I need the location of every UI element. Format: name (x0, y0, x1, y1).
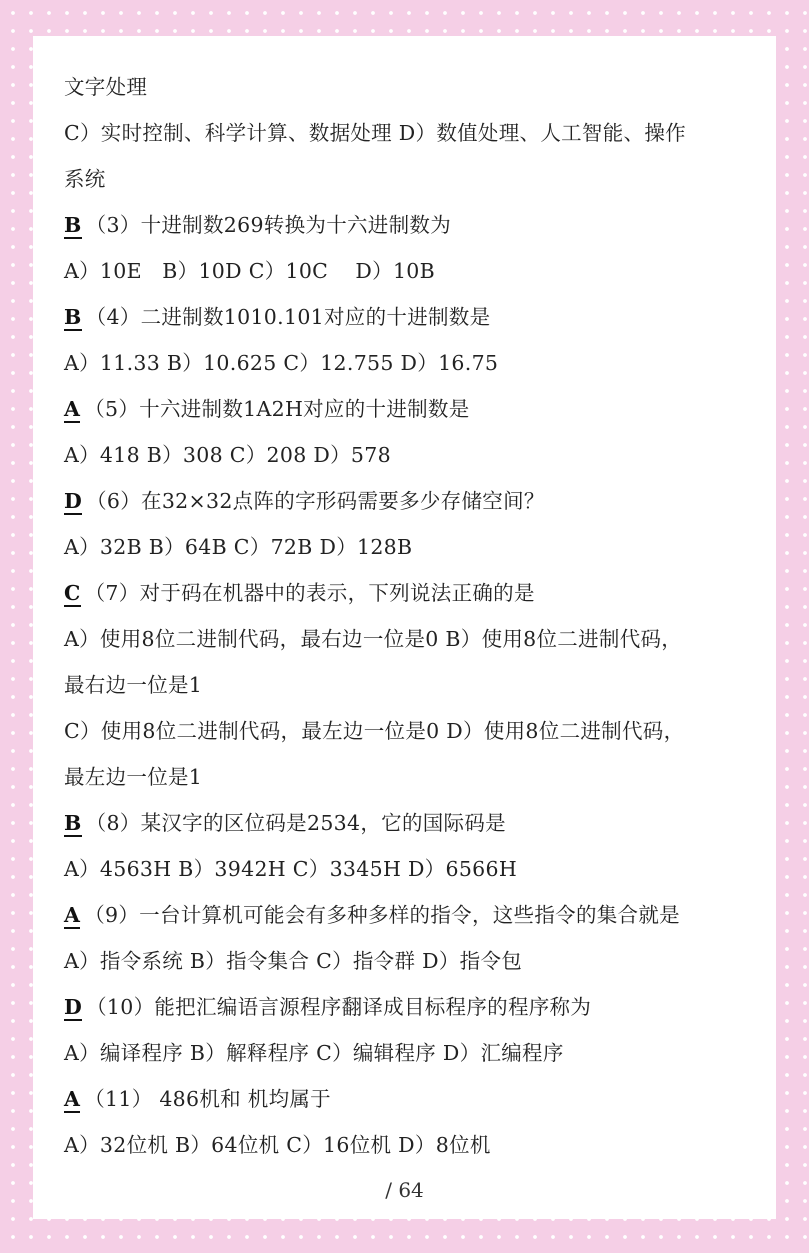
line-text: A）4563H B）3942H C）3345H D）6566H (64, 857, 518, 881)
answer-key: A (64, 397, 81, 421)
line-text: A）使用8位二进制代码，最右边一位是0 B）使用8位二进制代码， (64, 627, 683, 651)
text-line (64, 763, 202, 791)
answer-key: C (64, 581, 81, 605)
answer-key: D (64, 995, 83, 1019)
line-text: C）使用8位二进制代码，最左边一位是0 D）使用8位二进制代码， (64, 719, 685, 743)
question-line (64, 579, 535, 607)
text-line (64, 625, 682, 653)
text-line (64, 855, 517, 883)
line-text: A）32位机 B）64位机 C）16位机 D）8位机 (64, 1133, 491, 1157)
text-line (64, 349, 498, 377)
text-line (64, 1131, 491, 1159)
question-line (64, 1085, 331, 1113)
question-line (64, 395, 470, 423)
line-text: A）指令系统 B）指令集合 C）指令群 D）指令包 (64, 949, 523, 973)
line-text: （7）对于码在机器中的表示，下列说法正确的是 (84, 581, 535, 605)
line-text: （11） 486机和 机均属于 (84, 1087, 331, 1111)
line-text: 最左边一位是1 (64, 765, 203, 789)
answer-key: D (64, 489, 83, 513)
line-text: （8）某汉字的区位码是2534，它的国际码是 (85, 811, 506, 835)
line-text: （10）能把汇编语言源程序翻译成目标程序的程序称为 (86, 995, 592, 1019)
line-text: A）32B B）64B C）72B D）128B (64, 535, 413, 559)
text-line (64, 671, 202, 699)
question-line (64, 993, 591, 1021)
text-line (64, 1039, 564, 1067)
document-page (33, 36, 776, 1219)
line-text: 文字处理 (64, 75, 148, 99)
question-line (64, 487, 545, 515)
answer-key: B (64, 811, 82, 835)
text-line (64, 717, 684, 745)
line-text: A）418 B）308 C）208 D）578 (64, 443, 391, 467)
question-line (64, 303, 490, 331)
line-text: （9）一台计算机可能会有多种多样的指令，这些指令的集合就是 (84, 903, 680, 927)
line-text: （4）二进制数1010.101对应的十进制数是 (85, 305, 491, 329)
text-line (64, 533, 412, 561)
answer-key: B (64, 213, 82, 237)
text-line (64, 119, 686, 147)
answer-key: B (64, 305, 82, 329)
text-line (64, 73, 147, 101)
line-text: C）实时控制、科学计算、数据处理 D）数值处理、人工智能、操作 (64, 121, 686, 145)
question-line (64, 901, 680, 929)
line-text: A）10E B）10D C）10C D）10B (64, 259, 436, 283)
text-line (64, 257, 435, 285)
answer-key: A (64, 903, 81, 927)
question-line (64, 211, 451, 239)
question-line (64, 809, 506, 837)
line-text: A）编译程序 B）解释程序 C）编辑程序 D）汇编程序 (64, 1041, 564, 1065)
text-line (64, 165, 106, 193)
answer-key: A (64, 1087, 81, 1111)
line-text: （3）十进制数269转换为十六进制数为 (85, 213, 452, 237)
line-text: 最右边一位是1 (64, 673, 203, 697)
line-text: （6）在32×32点阵的字形码需要多少存储空间？ (86, 489, 545, 513)
line-text: （5）十六进制数1A2H对应的十进制数是 (84, 397, 470, 421)
page-number: / 64 (385, 1178, 424, 1202)
line-text: A）11.33 B）10.625 C）12.755 D）16.75 (64, 351, 499, 375)
line-text: 系统 (64, 167, 106, 191)
text-line (64, 441, 391, 469)
text-line (64, 947, 522, 975)
